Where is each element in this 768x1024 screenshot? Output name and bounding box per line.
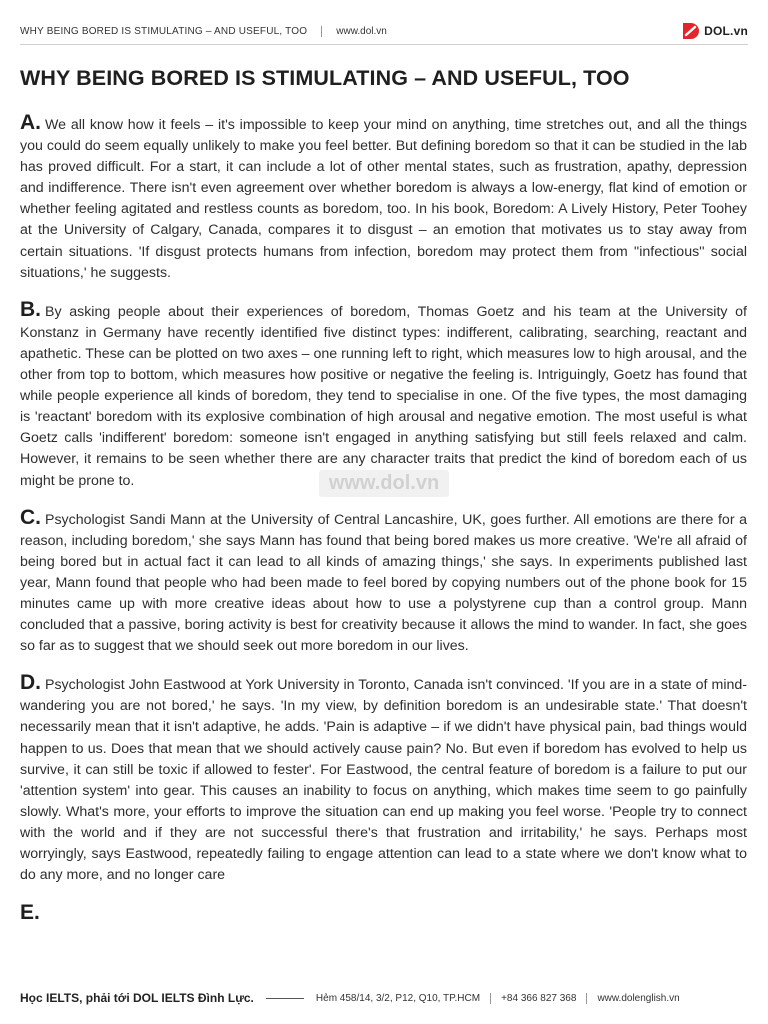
footer-website-link[interactable]: www.dolenglish.vn (597, 992, 680, 1004)
footer-slogan: Học IELTS, phải tới DOL IELTS Đình Lực. (20, 991, 254, 1005)
footer-phone[interactable]: +84 366 827 368 (501, 992, 577, 1004)
paragraph-text: By asking people about their experiences of boredom, Thomas Goetz and his team at the University of Konstanz in Germany have recently identified five distinct types: indifferent, calibrating, searching, reactant and apathetic. These can be plotted on two axes – one running left to right, which measures low to high arousal, and the other from top to bottom, which measures how positive or negative the feeling is. Intriguingly, Goetz has found that while people experience all kinds of boredom, they tend to specialise in one. Of the five types, the most damaging is 'reactant' boredom with its explosive combination of high arousal and negative emotion. The most useful is what Goetz calls 'indifferent' boredom: someone isn't engaged in anything satisfying but still feels relaxed and calm. However, it remains to be seen whether there are any character traits that predict the kind of boredom each of us might be prone to. (20, 303, 747, 489)
page-header (20, 18, 748, 45)
article-title: WHY BEING BORED IS STIMULATING – AND USEFUL, TOO (20, 66, 630, 90)
page-footer (20, 988, 748, 1008)
paragraph-letter: C. (20, 505, 41, 529)
dol-logo (680, 21, 748, 41)
paragraph-letter: A. (20, 111, 41, 134)
paragraph-text: We all know how it feels – it's impossible to keep your mind on anything, time stretches out, and all the things you could do seem equally unlikely to make you feel better. But defining boredom so that it can be studied in the lab has proved difficult. For a start, it can include a lot of other mental states, such as frustration, apathy, depression and indifference. There isn't even agreement over whether boredom is always a low-energy, flat kind of emotion or whether feeling agitated and restless counts as boredom, too. In his book, Boredom: A Lively History, Peter Toohey at the University of Calgary, Canada, compares it to disgust – an emotion that motivates us to stay away from certain situations. 'If disgust protects humans from infection, boredom may protect them from ''infectious'' social situations,' he suggests. (20, 117, 747, 281)
paragraph-letter: B. (20, 297, 41, 321)
paragraph-letter: D. (20, 671, 41, 695)
paragraph-e-letter: E. (20, 901, 40, 925)
header-document-title: WHY BEING BORED IS STIMULATING – AND USEFUL, TOO (20, 25, 308, 37)
paragraph-a (20, 112, 747, 284)
watermark-text: www.dol.vn (319, 470, 449, 497)
footer-divider (490, 993, 491, 1004)
logo-text: DOL.vn (704, 24, 748, 38)
header-site-link[interactable]: www.dol.vn (336, 25, 387, 37)
paragraph-text: Psychologist Sandi Mann at the University of Central Lancashire, UK, goes further. All emotions are there for a reason, including boredom,' she says Mann has found that being bored makes us more creative. 'We're all afraid of being bored but in actual fact it can lead to all kinds of amazing things,' she says. In experiments published last year, Mann found that people who had been made to feel bored by copying numbers out of the phone book for 15 minutes came up with more creative ideas about how to use a polystyrene cup than a control group. Mann concluded that a passive, boring activity is best for creativity because it allows the mind to wander. In fact, she goes so far as to suggest that we should seek out more boredom in our lives. (20, 511, 747, 655)
dol-logo-icon (680, 21, 700, 41)
article-body (20, 112, 747, 925)
header-divider (321, 26, 322, 37)
footer-divider (586, 993, 587, 1004)
paragraph-c (20, 507, 747, 658)
footer-address: Hẻm 458/14, 3/2, P12, Q10, TP.HCM (315, 992, 481, 1004)
footer-divider-line (266, 998, 304, 999)
paragraph-text: Psychologist John Eastwood at York University in Toronto, Canada isn't convinced. 'If you are in a state of mind-wandering you are not bored,' he says. 'In my view, by definition boredom is an undesirable state.' That doesn't necessarily mean that it isn't adaptive, he adds. 'Pain is adaptive – if we didn't have physical pain, bad things would happen to us. Does that mean that we should actively cause pain? No. But even if boredom has evolved to help us survive, it can still be toxic if allowed to fester'. For Eastwood, the central feature of boredom is a failure to put our 'attention system' into gear. This causes an inability to focus on anything, which makes time seem to go painfully slowly. What's more, your efforts to improve the situation can end up making you feel worse. 'People try to connect with the world and if they are not successful there's that frustration and irritability,' he says. Perhaps most worryingly, says Eastwood, repeatedly failing to engage attention can lead to a state where we don't know what to do any more, and no longer care (20, 677, 747, 884)
paragraph-d (20, 672, 747, 886)
paragraph-b (20, 299, 747, 492)
